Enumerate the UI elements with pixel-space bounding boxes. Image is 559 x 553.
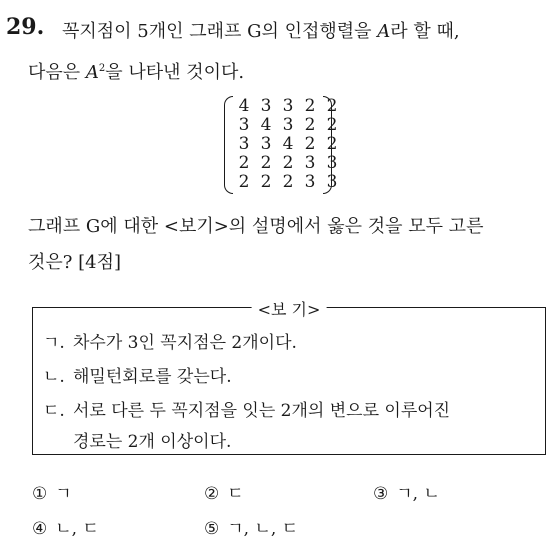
statement-marker: ㄷ. bbox=[43, 401, 65, 421]
matrix-cell: 3 bbox=[326, 153, 338, 173]
matrix-row bbox=[233, 154, 343, 173]
left-bracket bbox=[224, 96, 233, 194]
matrix-cell: 2 bbox=[260, 172, 272, 192]
matrix-cell: 2 bbox=[282, 172, 294, 192]
question-number: 29. bbox=[6, 14, 45, 40]
matrix-cell: 4 bbox=[260, 115, 272, 135]
matrix-cell: 2 bbox=[238, 172, 250, 192]
statement-text: 차수가 3인 꼭지점은 2개이다. bbox=[73, 333, 297, 353]
statement-marker: ㄴ. bbox=[43, 367, 65, 387]
choice-text: ㄱ, ㄴ, ㄷ bbox=[227, 519, 299, 539]
stem-text: 꼭지점이 5개인 그래프 G의 인접행렬을 bbox=[62, 21, 378, 42]
matrix-row bbox=[233, 97, 343, 116]
choice-number: ③ bbox=[373, 484, 389, 504]
answer-choice-3[interactable] bbox=[373, 479, 440, 504]
matrix-cell: 2 bbox=[326, 115, 338, 135]
prompt-line2: 것은? [4점] bbox=[28, 252, 122, 273]
stem-text: 라 할 때, bbox=[390, 21, 460, 42]
matrix-cell: 3 bbox=[260, 96, 272, 116]
choice-number: ④ bbox=[32, 519, 48, 539]
statement-item bbox=[43, 328, 297, 353]
matrix-cell: 4 bbox=[282, 134, 294, 154]
statement-text: 서로 다른 두 꼭지점을 잇는 2개의 변으로 이루어진 bbox=[73, 401, 451, 421]
matrix-cell: 2 bbox=[326, 134, 338, 154]
choice-text: ㄷ bbox=[227, 484, 244, 504]
example-box bbox=[32, 300, 546, 455]
choice-text: ㄱ, ㄴ bbox=[396, 484, 440, 504]
matrix-cell: 2 bbox=[326, 96, 338, 116]
exponent: 2 bbox=[98, 63, 106, 74]
choice-number: ① bbox=[32, 484, 48, 504]
stem-text: 을 나타낸 것이다. bbox=[105, 62, 245, 83]
stem-text: 다음은 bbox=[28, 62, 86, 83]
matrix-cell: 4 bbox=[238, 96, 250, 116]
matrix-variable: A bbox=[85, 62, 99, 83]
question-stem-line2 bbox=[28, 58, 244, 84]
matrix-cell: 2 bbox=[304, 96, 316, 116]
matrix-cell: 3 bbox=[238, 134, 250, 154]
example-box-title: <보 기> bbox=[252, 297, 327, 320]
matrix-cell: 3 bbox=[238, 115, 250, 135]
matrix-row bbox=[233, 173, 343, 192]
matrix-row bbox=[233, 116, 343, 135]
choice-text: ㄴ, ㄷ bbox=[55, 519, 99, 539]
matrix-cell: 3 bbox=[260, 134, 272, 154]
answer-choice-2[interactable] bbox=[204, 479, 244, 504]
answer-choice-5[interactable] bbox=[204, 514, 298, 539]
statement-continuation: 경로는 2개 이상이다. bbox=[73, 432, 232, 452]
prompt-line1: 그래프 G에 대한 <보기>의 설명에서 옳은 것을 모두 고른 bbox=[28, 216, 484, 237]
matrix-cell: 2 bbox=[304, 134, 316, 154]
answer-choice-4[interactable] bbox=[32, 514, 99, 539]
matrix-variable: A bbox=[377, 21, 391, 42]
choice-text: ㄱ bbox=[55, 484, 72, 504]
choice-number: ② bbox=[204, 484, 220, 504]
matrix-cell: 3 bbox=[326, 172, 338, 192]
matrix-cell: 3 bbox=[282, 96, 294, 116]
matrix-cell: 2 bbox=[238, 153, 250, 173]
statement-item bbox=[43, 396, 450, 421]
adjacency-matrix-squared bbox=[224, 96, 338, 194]
statement-item bbox=[43, 362, 232, 387]
matrix-cell: 2 bbox=[282, 153, 294, 173]
question-stem-line1 bbox=[62, 17, 460, 43]
statement-marker: ㄱ. bbox=[43, 333, 65, 353]
matrix-cell: 3 bbox=[282, 115, 294, 135]
matrix-cell: 2 bbox=[260, 153, 272, 173]
matrix-cell: 2 bbox=[304, 115, 316, 135]
matrix-row bbox=[233, 135, 343, 154]
matrix-cell: 3 bbox=[304, 172, 316, 192]
statement-text: 해밀턴회로를 갖는다. bbox=[73, 367, 232, 387]
choice-number: ⑤ bbox=[204, 519, 220, 539]
answer-choice-1[interactable] bbox=[32, 479, 72, 504]
matrix-cell: 3 bbox=[304, 153, 316, 173]
